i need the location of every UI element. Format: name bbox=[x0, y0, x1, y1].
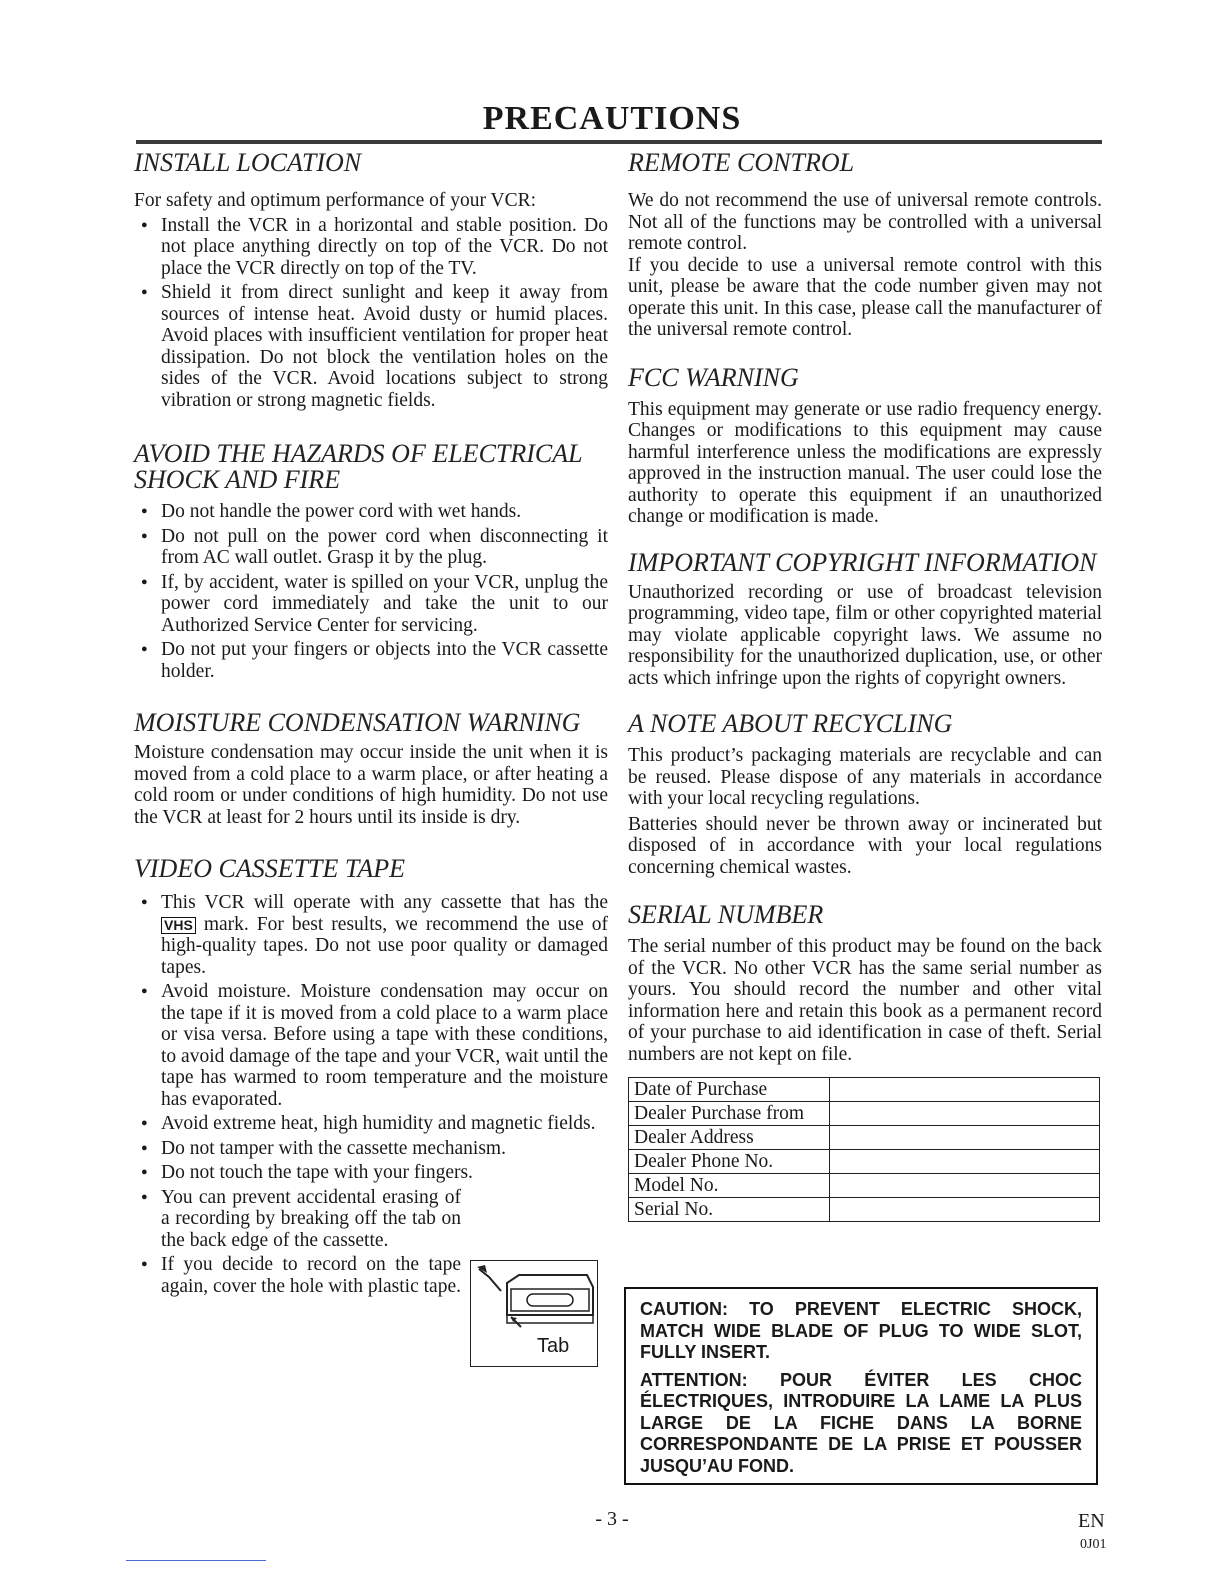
right-column bbox=[628, 150, 1102, 1222]
video-tape-section bbox=[134, 856, 608, 1297]
hazards-section bbox=[134, 441, 608, 682]
list-item: ● You can prevent accidental erasing of a recording by breaking off the tab on the back edge of the cassette. bbox=[134, 1187, 461, 1252]
table-row bbox=[629, 1150, 1100, 1174]
list-item: ● If you decide to record on the tape again, cover the hole with plastic tape. bbox=[134, 1254, 461, 1297]
table-label: Serial No. bbox=[629, 1198, 830, 1222]
moisture-heading: MOISTURE CONDENSATION WARNING bbox=[134, 708, 581, 737]
hazards-heading: AVOID THE HAZARDS OF ELECTRICAL SHOCK AND FIRE bbox=[134, 439, 583, 494]
table-blank-cell bbox=[830, 1102, 1100, 1126]
serial-number-section bbox=[628, 902, 1102, 1222]
table-row bbox=[629, 1198, 1100, 1222]
moisture-section bbox=[134, 710, 608, 828]
table-blank-cell bbox=[830, 1198, 1100, 1222]
list-item: ● Avoid moisture. Moisture condensation may occur on the tape if it is moved from a cold place to a warm place or visa versa. Before using a tape with these conditions, to avoid damage of the tape and your VCR, wait until the tape has warmed to room temperature and the moisture has evaporated. bbox=[134, 981, 608, 1110]
install-list bbox=[134, 215, 608, 412]
video-tape-list bbox=[134, 892, 608, 1297]
copyright-heading: IMPORTANT COPYRIGHT INFORMATION bbox=[628, 547, 1097, 577]
list-item: ● If, by accident, water is spilled on your VCR, unplug the power cord immediately and take the unit to our Authorized Service Center for servicing. bbox=[134, 572, 608, 637]
cassette-tab-illustration bbox=[470, 1260, 598, 1367]
tape-item-text-a: This VCR will operate with any cassette that has the bbox=[161, 892, 608, 913]
install-location-heading: INSTALL LOCATION bbox=[134, 148, 362, 177]
recycling-heading: A NOTE ABOUT RECYCLING bbox=[628, 709, 953, 738]
table-label: Dealer Address bbox=[629, 1126, 830, 1150]
title-rule bbox=[136, 140, 1102, 144]
fcc-heading: FCC WARNING bbox=[628, 362, 799, 392]
install-intro: For safety and optimum performance of your VCR: bbox=[134, 190, 537, 211]
tape-item-text-b: mark. For best results, we recommend the use of high-quality tapes. Do not use poor quality or damaged tapes. bbox=[161, 913, 608, 978]
list-item: ● Do not touch the tape with your fingers. bbox=[134, 1162, 608, 1184]
moisture-text: Moisture condensation may occur inside the unit when it is moved from a cold place to a warm place, or after heating a cold room or under conditions of high humidity. Do not use the VCR at least for 2 hours until its inside is dry. bbox=[134, 742, 608, 828]
recycling-text-1: This product’s packaging materials are recyclable and can be reused. Please dispose of any materials in accordance with your local recycling regulations. bbox=[628, 745, 1102, 809]
page-number: - 3 - bbox=[595, 1508, 629, 1530]
list-item: ● Do not pull on the power cord when disconnecting it from AC wall outlet. Grasp it by the plug. bbox=[134, 526, 608, 569]
remote-control-section bbox=[628, 150, 1102, 341]
table-label: Date of Purchase bbox=[629, 1078, 830, 1102]
caution-french: ATTENTION: POUR ÉVITER LES CHOC ÉLECTRIQUES, INTRODUIRE LA LAME LA PLUS LARGE DE LA FICHE DANS LA BORNE CORRESPONDANTE DE LA PRISE ET POUSSER JUSQU’AU FOND. bbox=[640, 1369, 1082, 1476]
tab-label: Tab bbox=[537, 1335, 570, 1357]
caution-box bbox=[624, 1287, 1098, 1485]
table-row bbox=[629, 1102, 1100, 1126]
page-title: PRECAUTIONS bbox=[482, 100, 742, 137]
caution-english: CAUTION: TO PREVENT ELECTRIC SHOCK, MATCH WIDE BLADE OF PLUG TO WIDE SLOT, FULLY INSERT. bbox=[640, 1299, 1082, 1362]
recycling-section bbox=[628, 711, 1102, 878]
copyright-section bbox=[628, 547, 1102, 690]
list-item: ● Avoid extreme heat, high humidity and magnetic fields. bbox=[134, 1113, 608, 1135]
vhs-logo: VHS bbox=[161, 917, 196, 934]
serial-record-table bbox=[628, 1077, 1100, 1222]
recycling-text-2: Batteries should never be thrown away or incinerated but disposed of in accordance with your local regulations concerning chemical wastes. bbox=[628, 813, 1102, 878]
table-row bbox=[629, 1126, 1100, 1150]
remote-text-1: We do not recommend the use of universal remote controls. Not all of the functions may be controlled with a universal remote control. bbox=[628, 190, 1102, 254]
table-blank-cell bbox=[830, 1126, 1100, 1150]
remote-text-2: If you decide to use a universal remote control with this unit, please be aware that the code number given may not operate this unit. In this case, please call the manufacturer of the universal remote control. bbox=[628, 254, 1102, 340]
table-label: Dealer Purchase from bbox=[629, 1102, 830, 1126]
table-blank-cell bbox=[830, 1150, 1100, 1174]
cassette-icon bbox=[471, 1261, 597, 1366]
install-location-section bbox=[134, 150, 608, 411]
serial-text: The serial number of this product may be found on the back of the VCR. No other VCR has the same serial number as yours. You should record the number and other vital information here and retain this book as a permanent record of your purchase to aid identification in case of theft. Serial numbers are not kept on file. bbox=[628, 936, 1102, 1065]
table-label: Model No. bbox=[629, 1174, 830, 1198]
fcc-text: This equipment may generate or use radio frequency energy. Changes or modifications to this equipment may cause harmful interference unless the modifications are expressly approved in the instruction manual. The user could lose the authority to operate this equipment if an unauthorized change or modification is made. bbox=[628, 398, 1102, 527]
table-row bbox=[629, 1174, 1100, 1198]
list-item bbox=[134, 892, 608, 978]
left-column bbox=[134, 150, 608, 1297]
list-item: ● Shield it from direct sunlight and keep it away from sources of intense heat. Avoid dusty or humid places. Avoid places with insufficient ventilation for proper heat dissipation. Do not block the ventilation holes on the sides of the VCR. Avoid locations subject to strong vibration or strong magnetic fields. bbox=[134, 282, 608, 411]
table-label: Dealer Phone No. bbox=[629, 1150, 830, 1174]
fcc-section bbox=[628, 362, 1102, 528]
copyright-text: Unauthorized recording or use of broadcast television programming, video tape, film or other copyrighted material may violate applicable copyright laws. We assume no responsibility for the unauthorized duplication, use, or other acts which infringe upon the rights of copyright owners. bbox=[628, 581, 1102, 689]
scan-artifact-line bbox=[126, 1560, 266, 1561]
document-code: 0J01 bbox=[1080, 1537, 1107, 1552]
list-item: ● Do not tamper with the cassette mechanism. bbox=[134, 1138, 608, 1160]
list-item: ● Install the VCR in a horizontal and stable position. Do not place anything directly on top of the VCR. Do not place the VCR directly on top of the TV. bbox=[134, 215, 608, 280]
table-blank-cell bbox=[830, 1174, 1100, 1198]
remote-control-heading: REMOTE CONTROL bbox=[628, 148, 855, 177]
table-row bbox=[629, 1078, 1100, 1102]
hazards-list bbox=[134, 501, 608, 682]
list-item: ● Do not put your fingers or objects into the VCR cassette holder. bbox=[134, 639, 608, 682]
serial-number-heading: SERIAL NUMBER bbox=[628, 900, 824, 929]
table-blank-cell bbox=[830, 1078, 1100, 1102]
list-item: ● Do not handle the power cord with wet hands. bbox=[134, 501, 608, 523]
language-code: EN bbox=[1078, 1510, 1105, 1532]
video-tape-heading: VIDEO CASSETTE TAPE bbox=[134, 854, 406, 883]
